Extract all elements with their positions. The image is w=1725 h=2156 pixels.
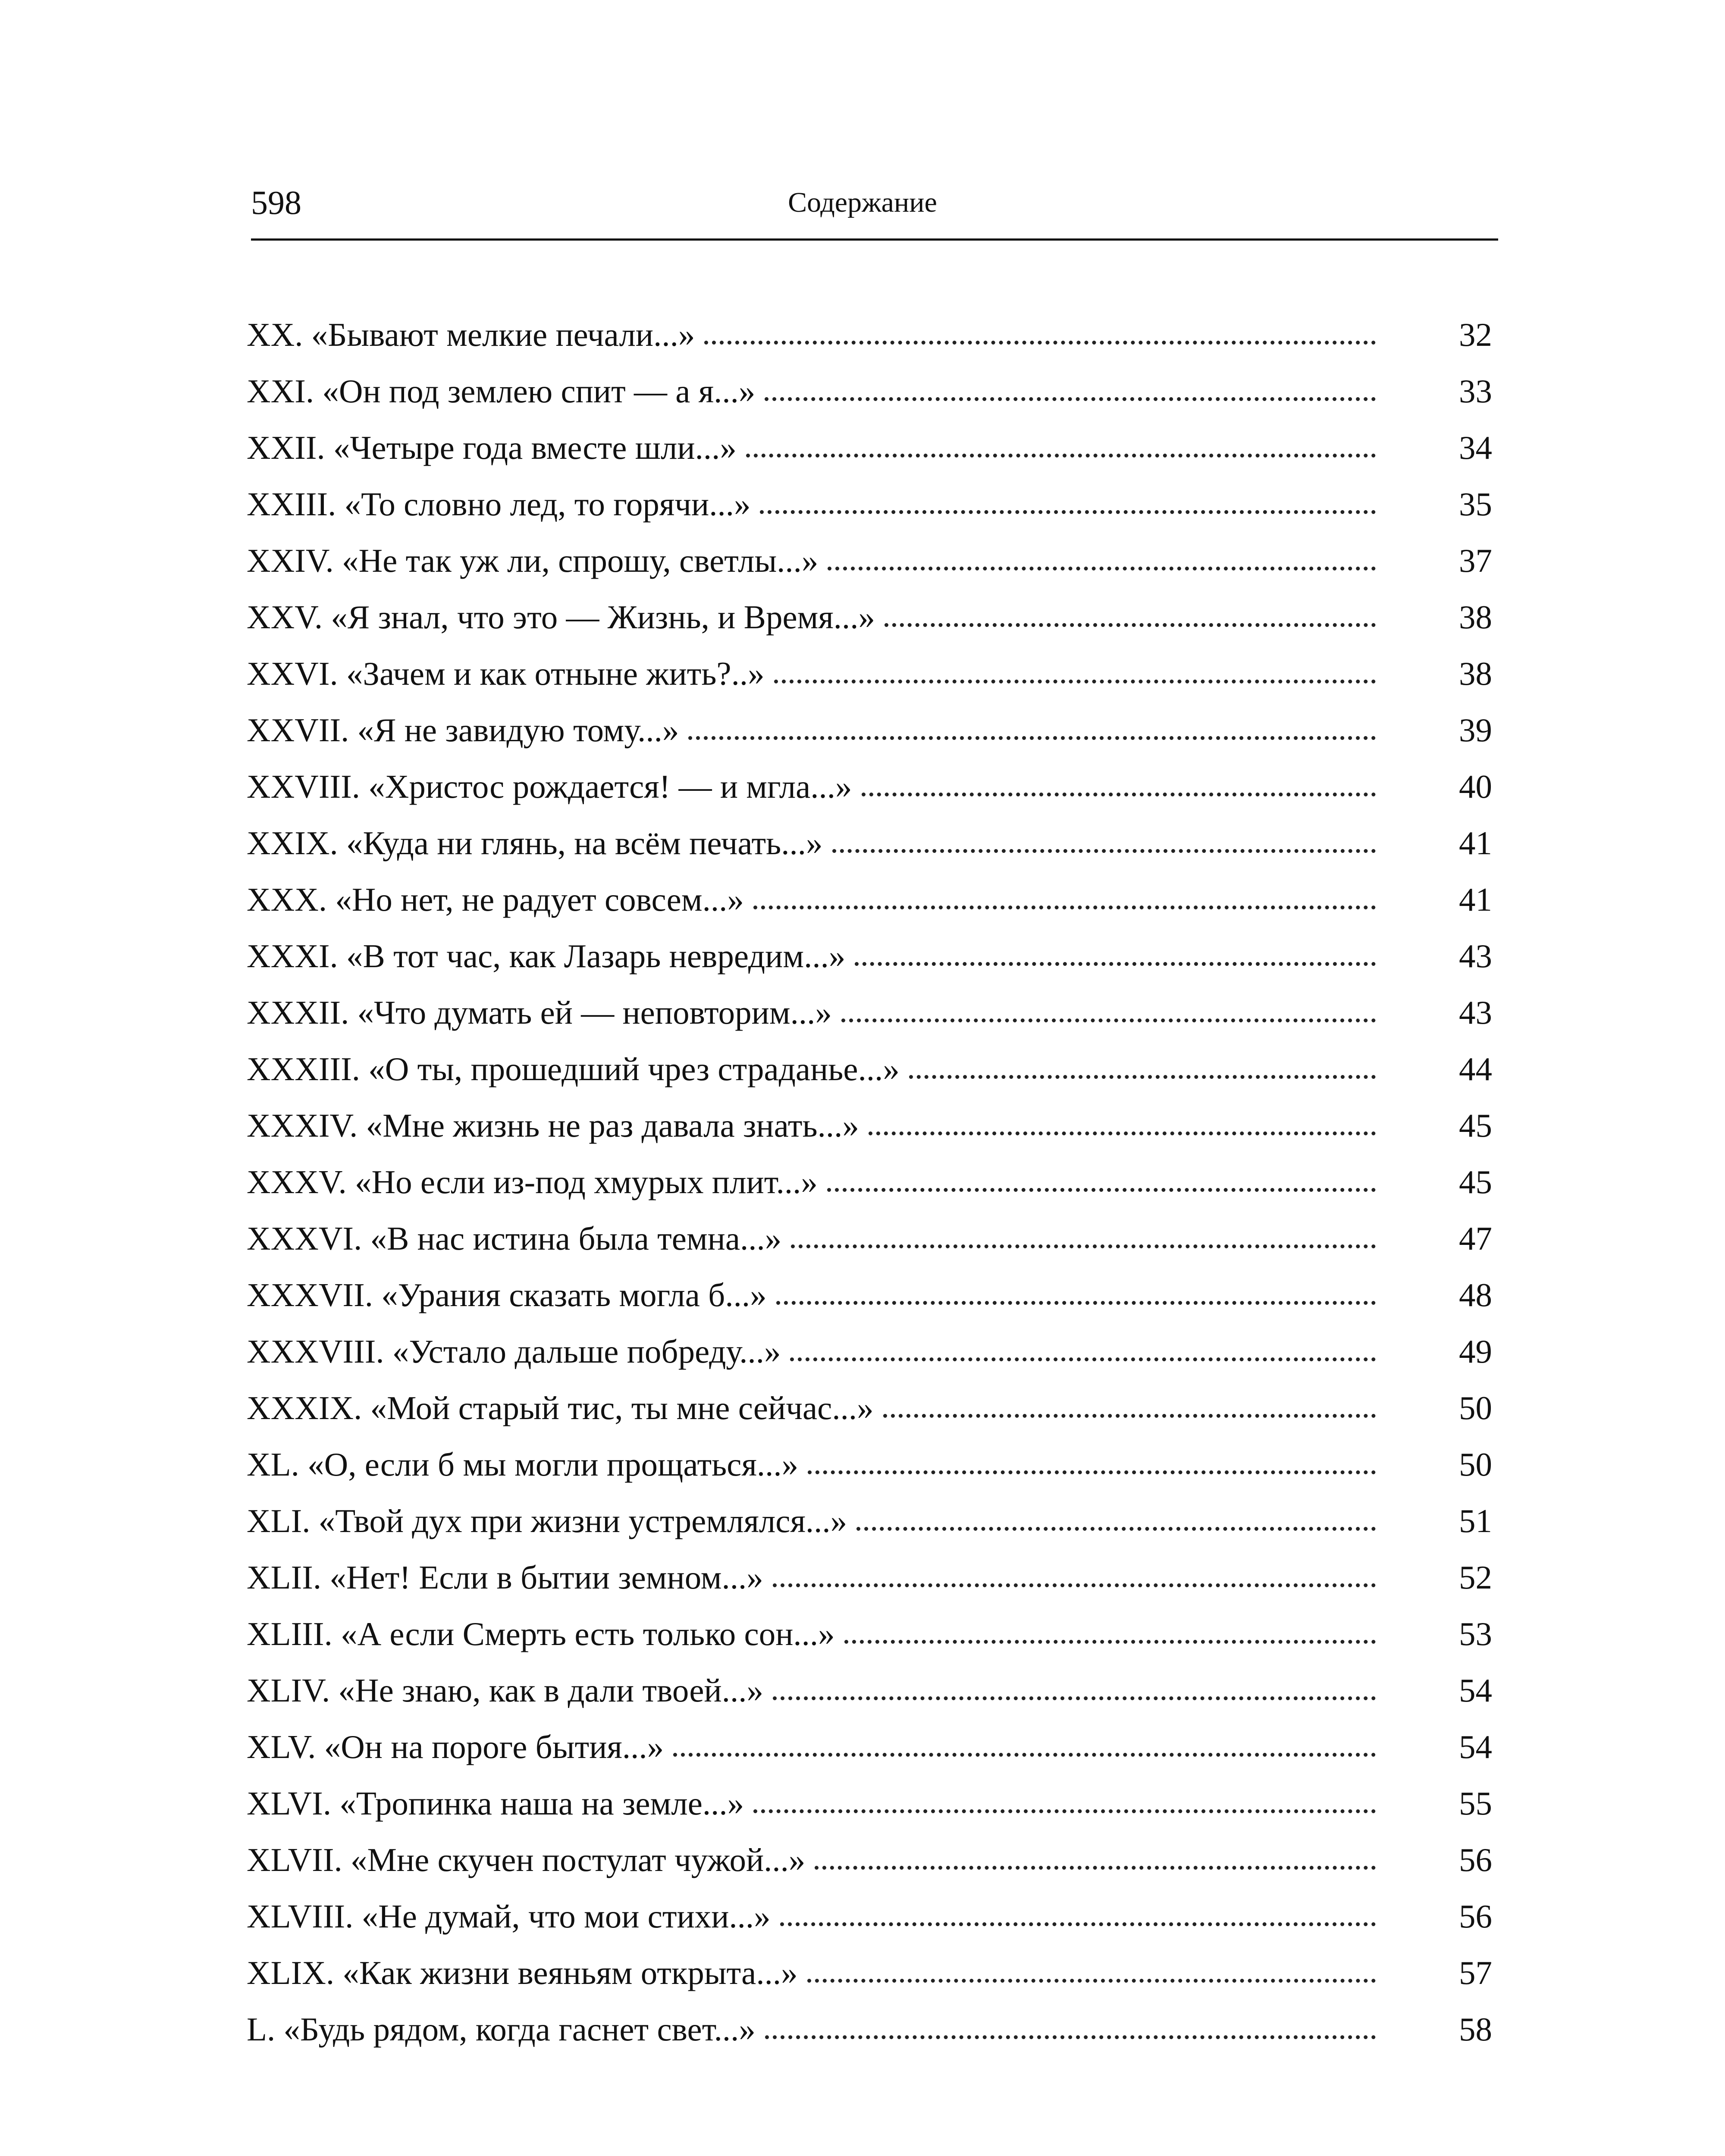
dot-leader bbox=[855, 962, 1376, 966]
toc-entry bbox=[247, 1210, 1492, 1266]
dot-leader bbox=[815, 1866, 1376, 1870]
toc-entry-title: XL. «О, если б мы могли прощаться...» bbox=[247, 1445, 799, 1483]
toc-entry-title: XXXI. «В тот час, как Лазарь невредим...» bbox=[247, 937, 846, 975]
dot-leader bbox=[765, 2035, 1376, 2039]
toc-entry-title: XLIX. «Как жизни веяньям открыта...» bbox=[247, 1954, 798, 1991]
toc-entry-title: XXXVI. «В нас истина была темна...» bbox=[247, 1219, 782, 1257]
toc-entry bbox=[247, 702, 1492, 758]
toc-entry-page: 34 bbox=[1459, 429, 1492, 466]
toc-entry-page: 44 bbox=[1459, 1050, 1492, 1087]
toc-entry bbox=[247, 476, 1492, 532]
dot-leader bbox=[704, 341, 1376, 345]
dot-leader bbox=[774, 680, 1376, 683]
dot-leader bbox=[753, 1809, 1376, 1813]
toc-entry-page: 45 bbox=[1459, 1163, 1492, 1200]
toc-entry bbox=[247, 928, 1492, 984]
table-of-contents bbox=[247, 306, 1492, 2057]
toc-entry-page: 38 bbox=[1459, 655, 1492, 692]
toc-entry-page: 54 bbox=[1459, 1671, 1492, 1709]
toc-entry bbox=[247, 1379, 1492, 1436]
toc-entry-page: 51 bbox=[1459, 1502, 1492, 1539]
dot-leader bbox=[828, 567, 1376, 570]
toc-entry-page: 33 bbox=[1459, 372, 1492, 410]
dot-leader bbox=[807, 1979, 1376, 1983]
toc-entry-title: XLVI. «Тропинка наша на земле...» bbox=[247, 1784, 744, 1822]
toc-entry-title: XLV. «Он на пороге бытия...» bbox=[247, 1728, 664, 1765]
toc-entry-page: 43 bbox=[1459, 937, 1492, 975]
toc-entry-title: XLIII. «А если Смерть есть только сон...» bbox=[247, 1615, 835, 1652]
toc-entry bbox=[247, 1775, 1492, 1831]
toc-entry-title: XXI. «Он под землею спит — а я...» bbox=[247, 372, 756, 410]
toc-entry-title: XXIX. «Куда ни глянь, на всём печать...» bbox=[247, 824, 823, 862]
dot-leader bbox=[773, 1696, 1376, 1700]
toc-entry bbox=[247, 1040, 1492, 1097]
toc-entry-page: 43 bbox=[1459, 993, 1492, 1031]
dot-leader bbox=[808, 1470, 1376, 1474]
dot-leader bbox=[773, 1583, 1376, 1587]
toc-entry-title: XXX. «Но нет, не радует совсем...» bbox=[247, 881, 744, 918]
toc-entry-page: 37 bbox=[1459, 542, 1492, 579]
page-number: 598 bbox=[251, 184, 301, 221]
toc-entry-page: 39 bbox=[1459, 711, 1492, 749]
dot-leader bbox=[753, 906, 1376, 909]
toc-entry-page: 54 bbox=[1459, 1728, 1492, 1765]
toc-entry bbox=[247, 1605, 1492, 1662]
dot-leader bbox=[790, 1357, 1376, 1361]
dot-leader bbox=[844, 1640, 1376, 1644]
toc-entry bbox=[247, 1436, 1492, 1492]
toc-entry-page: 57 bbox=[1459, 1954, 1492, 1991]
dot-leader bbox=[827, 1188, 1376, 1192]
toc-entry bbox=[247, 419, 1492, 476]
toc-entry bbox=[247, 758, 1492, 815]
toc-entry bbox=[247, 2001, 1492, 2057]
toc-entry-page: 48 bbox=[1459, 1276, 1492, 1313]
toc-entry-title: XLVII. «Мне скучен постулат чужой...» bbox=[247, 1841, 806, 1878]
dot-leader bbox=[673, 1753, 1376, 1757]
toc-entry-title: XXXVIII. «Устало дальше побреду...» bbox=[247, 1332, 781, 1370]
toc-entry-page: 56 bbox=[1459, 1841, 1492, 1878]
toc-entry-title: XXXVII. «Урания сказать могла б...» bbox=[247, 1276, 767, 1313]
dot-leader bbox=[841, 1018, 1376, 1022]
toc-entry-title: XLVIII. «Не думай, что мои стихи...» bbox=[247, 1897, 771, 1935]
dot-leader bbox=[909, 1075, 1376, 1079]
toc-entry-title: XXVIII. «Христос рождается! — и мгла...» bbox=[247, 768, 852, 805]
toc-entry bbox=[247, 1831, 1492, 1888]
dot-leader bbox=[791, 1244, 1376, 1248]
toc-entry-page: 38 bbox=[1459, 598, 1492, 636]
toc-entry-title: XX. «Бывают мелкие печали...» bbox=[247, 316, 695, 353]
toc-entry-page: 35 bbox=[1459, 485, 1492, 523]
toc-entry bbox=[247, 532, 1492, 589]
toc-entry-page: 47 bbox=[1459, 1219, 1492, 1257]
toc-entry-title: XXV. «Я знал, что это — Жизнь, и Время...» bbox=[247, 598, 875, 636]
toc-entry-title: XLIV. «Не знаю, как в дали твоей...» bbox=[247, 1671, 763, 1709]
dot-leader bbox=[884, 623, 1376, 627]
toc-entry-page: 41 bbox=[1459, 824, 1492, 862]
toc-entry-title: XXXIX. «Мой старый тис, ты мне сейчас...» bbox=[247, 1389, 874, 1426]
dot-leader bbox=[746, 454, 1376, 458]
dot-leader bbox=[760, 510, 1376, 514]
dot-leader bbox=[688, 736, 1376, 740]
toc-entry-page: 50 bbox=[1459, 1445, 1492, 1483]
dot-leader bbox=[862, 793, 1376, 796]
toc-entry-title: XXXII. «Что думать ей — неповторим...» bbox=[247, 993, 832, 1031]
dot-leader bbox=[776, 1301, 1376, 1305]
toc-entry bbox=[247, 1266, 1492, 1323]
toc-entry bbox=[247, 1492, 1492, 1549]
toc-entry bbox=[247, 306, 1492, 363]
toc-entry bbox=[247, 815, 1492, 871]
toc-entry-page: 55 bbox=[1459, 1784, 1492, 1822]
toc-entry-title: L. «Будь рядом, когда гаснет свет...» bbox=[247, 2010, 756, 2048]
toc-entry-page: 50 bbox=[1459, 1389, 1492, 1426]
toc-entry-title: XXVII. «Я не завидую тому...» bbox=[247, 711, 679, 749]
toc-entry-title: XLI. «Твой дух при жизни устремлялся...» bbox=[247, 1502, 847, 1539]
toc-entry bbox=[247, 363, 1492, 419]
toc-entry bbox=[247, 1662, 1492, 1718]
dot-leader bbox=[883, 1414, 1376, 1418]
toc-entry bbox=[247, 589, 1492, 645]
toc-entry-page: 32 bbox=[1459, 316, 1492, 353]
toc-entry bbox=[247, 871, 1492, 928]
header-rule bbox=[251, 238, 1498, 241]
toc-entry-page: 41 bbox=[1459, 881, 1492, 918]
toc-entry-title: XLII. «Нет! Если в бытии земном...» bbox=[247, 1558, 763, 1596]
toc-entry bbox=[247, 1944, 1492, 2001]
toc-entry bbox=[247, 1888, 1492, 1944]
toc-entry-title: XXXIII. «О ты, прошедший чрез страданье...» bbox=[247, 1050, 900, 1087]
toc-entry-title: XXXV. «Но если из-под хмурых плит...» bbox=[247, 1163, 818, 1200]
toc-entry-title: XXII. «Четыре года вместе шли...» bbox=[247, 429, 737, 466]
toc-entry bbox=[247, 1323, 1492, 1379]
toc-entry bbox=[247, 984, 1492, 1040]
toc-entry bbox=[247, 1153, 1492, 1210]
toc-entry bbox=[247, 645, 1492, 702]
toc-entry-title: XXIV. «Не так уж ли, спрошу, светлы...» bbox=[247, 542, 819, 579]
running-title: Содержание bbox=[788, 187, 937, 218]
toc-entry-page: 45 bbox=[1459, 1106, 1492, 1144]
dot-leader bbox=[869, 1131, 1376, 1135]
toc-entry-page: 40 bbox=[1459, 768, 1492, 805]
toc-entry-page: 52 bbox=[1459, 1558, 1492, 1596]
toc-entry bbox=[247, 1718, 1492, 1775]
toc-entry-title: XXVI. «Зачем и как отныне жить?..» bbox=[247, 655, 765, 692]
toc-entry bbox=[247, 1549, 1492, 1605]
dot-leader bbox=[780, 1922, 1376, 1926]
toc-entry-page: 58 bbox=[1459, 2010, 1492, 2048]
toc-entry-title: XXXIV. «Мне жизнь не раз давала знать...» bbox=[247, 1106, 859, 1144]
toc-entry bbox=[247, 1097, 1492, 1153]
toc-entry-page: 56 bbox=[1459, 1897, 1492, 1935]
toc-entry-page: 53 bbox=[1459, 1615, 1492, 1652]
dot-leader bbox=[832, 849, 1376, 853]
toc-entry-page: 49 bbox=[1459, 1332, 1492, 1370]
dot-leader bbox=[765, 397, 1376, 401]
toc-entry-title: XXIII. «То словно лед, то горячи...» bbox=[247, 485, 751, 523]
dot-leader bbox=[856, 1527, 1376, 1531]
